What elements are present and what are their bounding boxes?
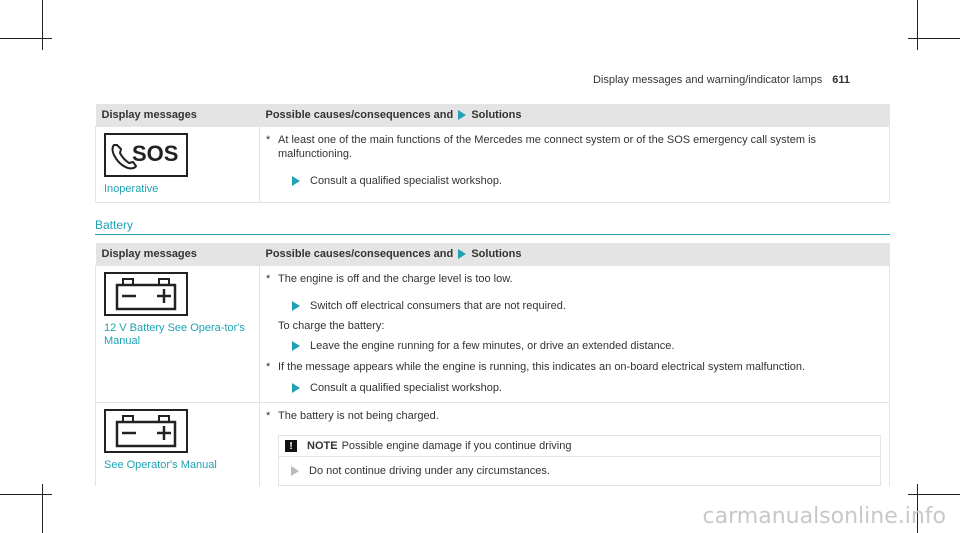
- cause-text: * At least one of the main functions of the Mercedes me connect system or of the SOS emergency call system is malfunctioning.: [266, 134, 817, 160]
- cause-text: * The engine is off and the charge level is too low.: [266, 273, 513, 285]
- table-row: [96, 403, 890, 487]
- display-label: Inoperative: [104, 183, 159, 195]
- solution-step: Consult a qualified specialist workshop.: [292, 382, 889, 394]
- instruction-text: To charge the battery:: [278, 320, 385, 332]
- crop-mark: [0, 38, 52, 39]
- display-label: 12 V Battery See Opera-tor's Manual: [104, 322, 245, 347]
- cause-text: * If the message appears while the engine is running, this indicates an on-board electrical system malfunction.: [266, 361, 806, 373]
- solution-arrow-icon: [291, 466, 299, 476]
- crop-mark: [0, 494, 52, 495]
- col-header-display: Display messages: [96, 104, 260, 127]
- battery-icon: [104, 409, 188, 453]
- sos-table: [95, 104, 890, 203]
- crop-mark: [908, 494, 960, 495]
- solution-arrow-icon: [292, 383, 300, 393]
- solution-step: Switch off electrical consumers that are not required.: [292, 300, 889, 312]
- crop-mark: [917, 0, 918, 50]
- crop-mark: [42, 484, 43, 533]
- col-header-display: Display messages: [96, 243, 260, 266]
- watermark: carmanualsonline.info: [702, 504, 946, 529]
- warning-icon: !: [285, 440, 297, 452]
- solution-step: Consult a qualified specialist workshop.: [292, 175, 889, 187]
- solution-arrow-icon: [458, 110, 466, 120]
- solution-arrow-icon: [292, 301, 300, 311]
- battery-table: [95, 243, 890, 486]
- col-header-causes: Possible causes/consequences and Solutions: [260, 104, 890, 127]
- battery-icon: [104, 272, 188, 316]
- sos-phone-icon: [104, 133, 188, 177]
- note-title: NOTE: [307, 440, 338, 452]
- section-title: Battery: [95, 218, 890, 235]
- display-label: See Operator's Manual: [104, 459, 217, 471]
- table-row: [96, 266, 890, 403]
- page-number: 611: [832, 74, 850, 86]
- solution-arrow-icon: [292, 176, 300, 186]
- note-header: [279, 436, 880, 457]
- svg-text:SOS: SOS: [132, 141, 179, 166]
- table-row: [96, 127, 890, 203]
- solution-arrow-icon: [292, 341, 300, 351]
- page-header: [593, 74, 850, 86]
- solution-step: Leave the engine running for a few minutes, or drive an extended distance.: [292, 340, 889, 352]
- solution-arrow-icon: [458, 249, 466, 259]
- crop-mark: [908, 38, 960, 39]
- note-box: [278, 435, 881, 486]
- note-text: Possible engine damage if you continue driving: [341, 440, 572, 452]
- cause-text: * The battery is not being charged.: [266, 410, 439, 422]
- header-title: Display messages and warning/indicator lamps: [592, 74, 823, 86]
- col-header-causes: Possible causes/consequences and Solutions: [260, 243, 890, 266]
- crop-mark: [42, 0, 43, 50]
- solution-step: Do not continue driving under any circumstances.: [291, 465, 880, 477]
